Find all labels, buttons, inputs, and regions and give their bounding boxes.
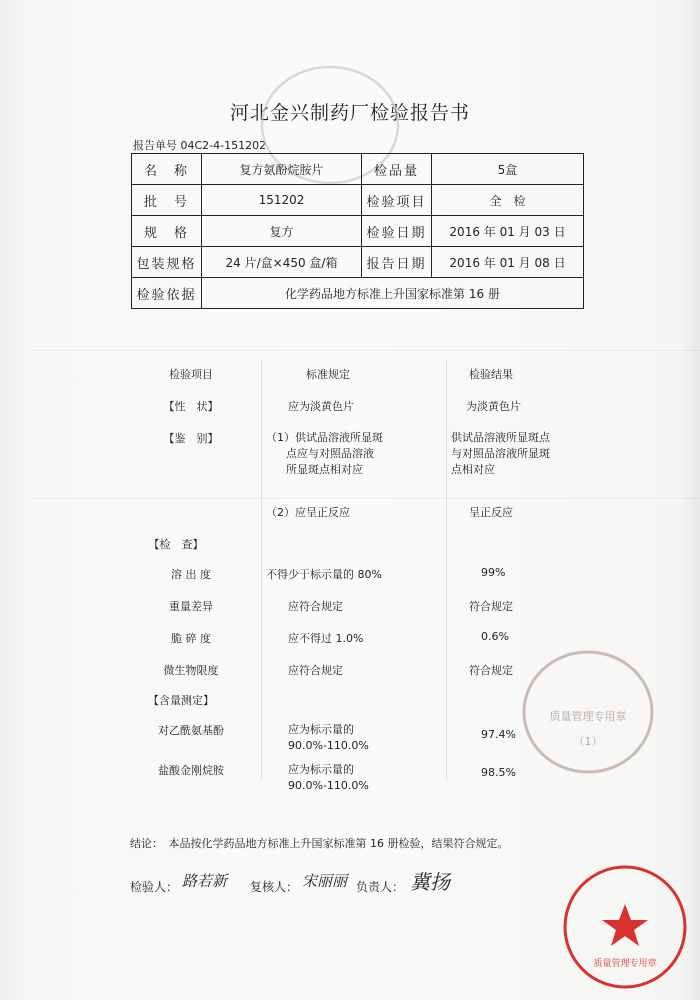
qc-stamp-sub: 质量管理专用章 — [549, 710, 627, 723]
acetaminophen-standard — [266, 722, 458, 754]
appearance-standard: 应为淡黄色片 — [288, 400, 354, 413]
conclusion: 结论： 本品按化学药品地方标准上升国家标准第 16 册检验，结果符合规定。 — [130, 837, 509, 850]
amantadine-result: 98.5% — [481, 766, 516, 779]
inspector-signature: 路若新 — [182, 872, 228, 890]
faint-rule — [261, 360, 262, 780]
identification-standard-1 — [266, 430, 436, 478]
test-date-label: 检验日期 — [362, 216, 432, 247]
identification-standard-2: （2）应呈正反应 — [266, 506, 350, 519]
microbial-standard: 应符合规定 — [288, 664, 343, 677]
weight-item: 重量差异 — [169, 600, 213, 613]
header-result: 检验结果 — [469, 368, 513, 381]
assay-item: 【含量测定】 — [148, 694, 214, 707]
header-item: 检验项目 — [169, 368, 213, 381]
reviewer-signature: 宋丽丽 — [302, 872, 348, 890]
item-value: 全 检 — [432, 185, 584, 216]
identification-result-2: 呈正反应 — [469, 506, 513, 519]
test-date-value: 2016 年 01 月 03 日 — [432, 216, 584, 247]
standard-line: 90.0%-110.0% — [288, 739, 369, 752]
batch-value: 151202 — [202, 185, 362, 216]
red-company-stamp — [560, 862, 690, 992]
appearance-result: 为淡黄色片 — [466, 400, 521, 413]
report-date-label: 报告日期 — [362, 247, 432, 278]
reviewer-label: 复核人： — [250, 880, 299, 894]
pack-value: 24 片/盒×450 盒/箱 — [202, 247, 362, 278]
qty-label: 检品量 — [362, 154, 432, 185]
red-stamp-sub: 质量管理专用章 — [593, 959, 657, 969]
faded-qc-stamp — [518, 645, 658, 780]
dissolution-item: 溶 出 度 — [171, 568, 211, 581]
standard-line: 点应与对照品溶液 — [286, 447, 374, 460]
amantadine-standard — [266, 762, 458, 794]
result-line: 与对照品溶液所显斑 — [451, 447, 550, 460]
identification-item: 【鉴 别】 — [163, 432, 219, 445]
spec-value: 复方 — [202, 216, 362, 247]
amantadine-item: 盐酸金刚烷胺 — [158, 764, 224, 777]
qc-stamp-no: （1） — [573, 735, 603, 748]
acetaminophen-result: 97.4% — [481, 728, 516, 741]
fold-line — [30, 350, 700, 351]
friability-result: 0.6% — [481, 630, 509, 643]
appearance-item: 【性 状】 — [163, 400, 219, 413]
weight-standard: 应符合规定 — [288, 600, 343, 613]
info-table — [131, 153, 584, 309]
name-label: 名 称 — [132, 154, 202, 185]
report-number: 报告单号 04C2-4-151202 — [133, 139, 267, 152]
standard-line: （1）供试品溶液所显斑 — [266, 431, 383, 444]
responsible-signature: 冀扬 — [410, 870, 450, 894]
item-label: 检验项目 — [362, 185, 432, 216]
report-date-value: 2016 年 01 月 08 日 — [432, 247, 584, 278]
inspector-label: 检验人： — [130, 880, 179, 894]
header-standard: 标准规定 — [306, 368, 350, 381]
responsible-label: 负责人： — [356, 880, 405, 894]
standard-line: 应为标示量的 — [288, 723, 354, 736]
batch-label: 批 号 — [132, 185, 202, 216]
document-title: 河北金兴制药厂检验报告书 — [229, 102, 470, 124]
result-line: 供试品溶液所显斑点 — [451, 431, 550, 444]
microbial-result: 符合规定 — [469, 664, 513, 677]
identification-result-1 — [451, 430, 586, 478]
result-line: 点相对应 — [451, 463, 495, 476]
basis-value: 化学药品地方标准上升国家标准第 16 册 — [202, 278, 584, 309]
dissolution-standard: 不得少于标示量的 80% — [266, 568, 382, 581]
basis-label: 检验依据 — [132, 278, 202, 309]
spec-label: 规 格 — [132, 216, 202, 247]
pack-label: 包装规格 — [132, 247, 202, 278]
friability-item: 脆 碎 度 — [171, 632, 211, 645]
dissolution-result: 99% — [481, 566, 506, 579]
standard-line: 90.0%-110.0% — [288, 779, 369, 792]
faint-rule — [446, 360, 447, 780]
standard-line: 所显斑点相对应 — [286, 463, 363, 476]
name-value: 复方氨酚烷胺片 — [202, 154, 362, 185]
fold-line — [30, 498, 700, 499]
acetaminophen-item: 对乙酰氨基酚 — [158, 724, 224, 737]
weight-result: 符合规定 — [469, 600, 513, 613]
star-icon — [602, 904, 648, 946]
microbial-item: 微生物限度 — [163, 664, 219, 677]
standard-line: 应为标示量的 — [288, 763, 354, 776]
qty-value: 5盒 — [432, 154, 584, 185]
inspection-item: 【检 查】 — [148, 538, 204, 551]
friability-standard: 应不得过 1.0% — [288, 632, 364, 645]
